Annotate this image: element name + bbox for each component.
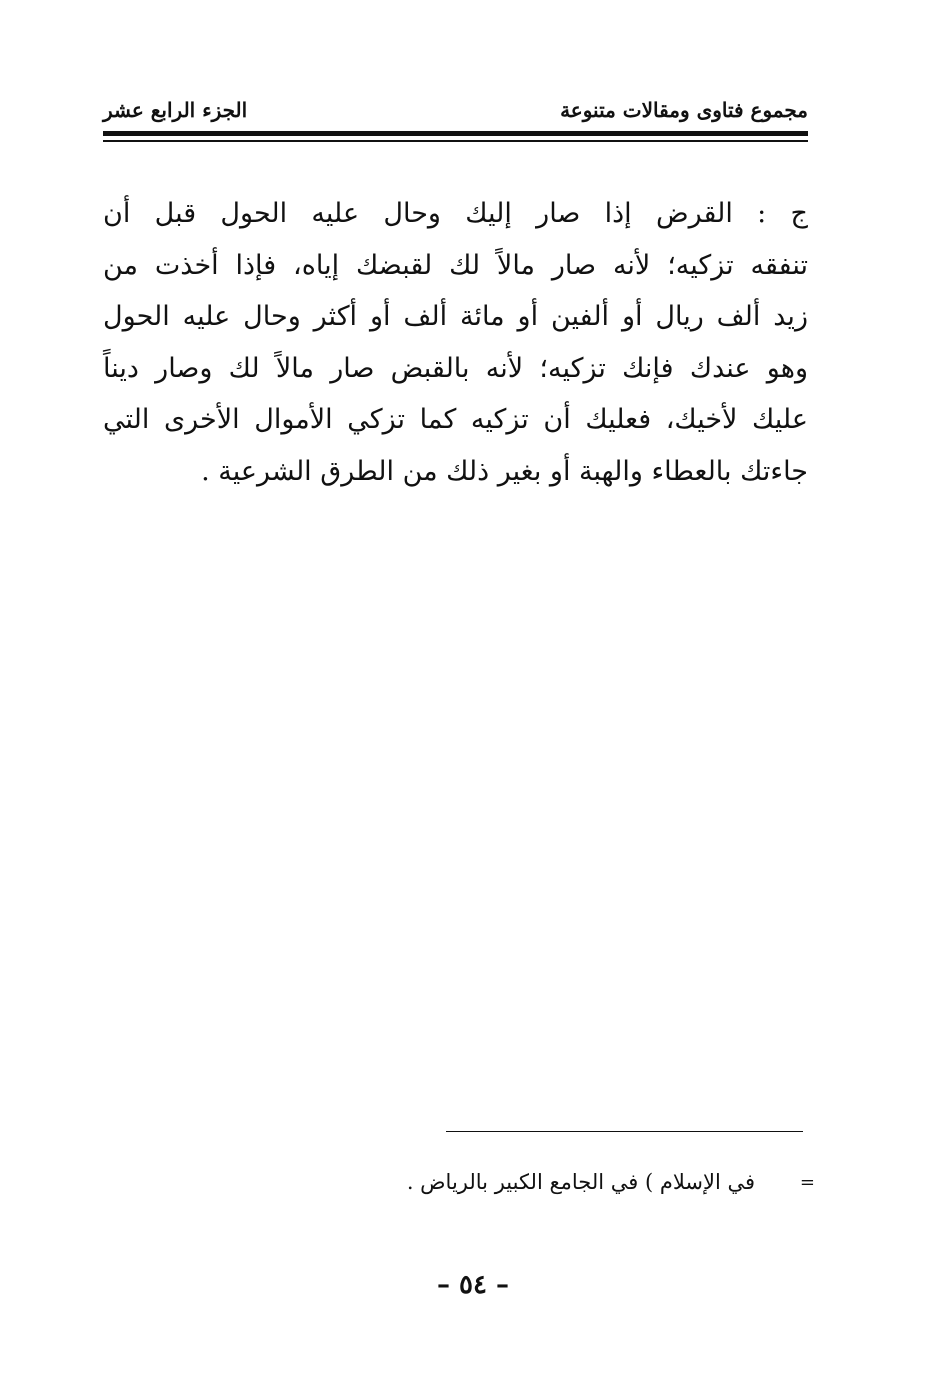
paragraph-line: تنفقه تزكيه؛ لأنه صار مالاً لك لقبضك إياه، فإذا أخذت من xyxy=(103,249,808,281)
header-rule-thin xyxy=(103,140,808,142)
footnote-separator xyxy=(446,1131,803,1132)
book-title: مجموع فتاوى ومقالات متنوعة xyxy=(560,98,808,122)
footnote xyxy=(300,1170,815,1206)
footnote-text: في الإسلام ) في الجامع الكبير بالرياض . xyxy=(406,1170,755,1194)
page-number: – ٥٤ – xyxy=(436,1270,510,1300)
running-header xyxy=(103,92,808,132)
answer-paragraph xyxy=(103,188,808,497)
paragraph-line: عليك لأخيك، فعليك أن تزكيه كما تزكي الأموال الأخرى التي xyxy=(103,404,808,435)
paragraph-line: زيد ألف ريال أو ألفين أو مائة ألف أو أكثر وحال عليه الحول xyxy=(103,301,808,332)
header-rule-thick xyxy=(103,131,808,136)
paragraph-line: وهو عندك فإنك تزكيه؛ لأنه بالقبض صار مالاً لك وصار ديناً xyxy=(103,352,808,384)
paragraph-line: جاءتك بالعطاء والهبة أو بغير ذلك من الطرق الشرعية . xyxy=(201,455,808,487)
footnote-marker: = xyxy=(799,1172,815,1193)
paragraph-line: ج : القرض إذا صار إليك وحال عليه الحول قبل أن xyxy=(103,198,808,229)
volume-label: الجزء الرابع عشر xyxy=(103,98,248,122)
